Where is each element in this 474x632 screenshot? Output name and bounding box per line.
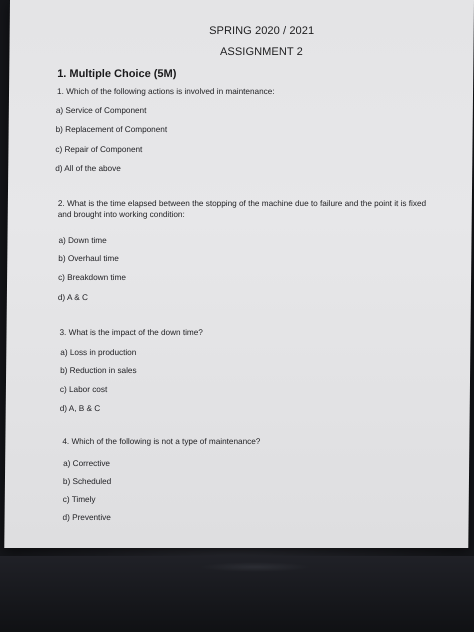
question-3-option-c: c) Labor cost	[59, 385, 108, 394]
question-1-option-b: b) Replacement of Component	[55, 125, 168, 134]
question-3-option-b: b) Reduction in sales	[60, 366, 137, 375]
section-title: 1. Multiple Choice (5M)	[57, 68, 177, 80]
question-1-option-d: d) All of the above	[55, 164, 121, 173]
screen-reflection	[200, 562, 310, 572]
question-1-text: 1. Which of the following actions is involved in maintenance:	[56, 87, 275, 96]
question-4-option-c: c) Timely	[62, 495, 96, 504]
question-4-text: 4. Which of the following is not a type of maintenance?	[62, 437, 261, 446]
term-heading: SPRING 2020 / 2021	[209, 25, 315, 37]
assignment-sheet	[4, 0, 474, 548]
assignment-heading: ASSIGNMENT 2	[219, 46, 303, 58]
question-4-option-b: b) Scheduled	[62, 477, 112, 486]
question-1-option-c: c) Repair of Component	[55, 145, 143, 154]
question-2-text: 2. What is the time elapsed between the stopping of the machine due to failure and the point it is fixed and brought into working condition:	[57, 199, 427, 219]
question-3-text: 3. What is the impact of the down time?	[59, 328, 203, 337]
question-2-option-c: c) Breakdown time	[58, 273, 126, 282]
question-2-option-b: b) Overhaul time	[58, 254, 119, 263]
question-4-option-d: d) Preventive	[62, 513, 111, 522]
question-2-option-d: d) A & C	[57, 293, 88, 302]
question-2-option-a: a) Down time	[58, 236, 107, 245]
question-1-option-a: a) Service of Component	[55, 106, 147, 115]
question-3-option-d: d) A, B & C	[59, 404, 101, 413]
question-4-option-a: a) Corrective	[63, 459, 111, 468]
question-3-option-a: a) Loss in production	[60, 348, 137, 357]
